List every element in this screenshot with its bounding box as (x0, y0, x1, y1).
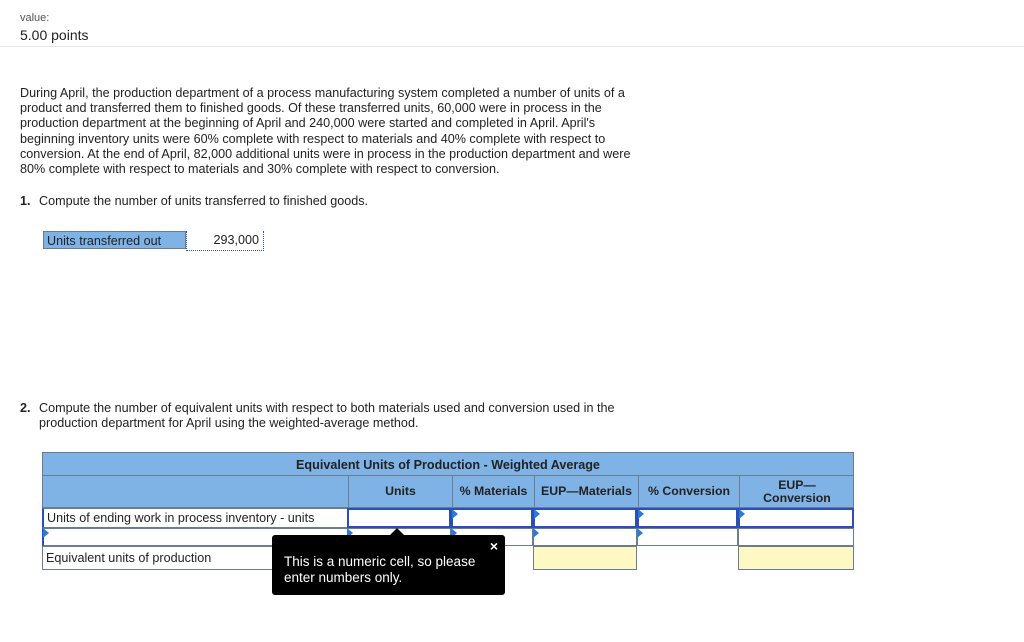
table-header-row (42, 476, 854, 508)
question-number: 2. (20, 401, 31, 415)
eup-materials-total-input[interactable] (533, 546, 637, 570)
pct-conversion-input[interactable] (637, 528, 738, 546)
col-header-eup-materials: EUP—Materials (534, 476, 638, 507)
row-label-equivalent-units: Equivalent units of production (42, 546, 348, 570)
points-value: 5.00 points (20, 27, 89, 43)
table-row (42, 508, 854, 528)
row-label-ending-wip: Units of ending work in process inventory - units (42, 508, 348, 528)
eup-conversion-input[interactable] (738, 528, 854, 546)
table-title: Equivalent Units of Production - Weighted Average (42, 452, 854, 476)
eup-conversion-input[interactable] (738, 508, 854, 528)
tooltip-caret (390, 528, 404, 535)
question-text: Compute the number of equivalent units with respect to both materials used and conversion used in the production department for April using the weighted-average method. (39, 401, 615, 431)
eup-materials-input[interactable] (533, 528, 637, 546)
question-1 (20, 194, 640, 210)
col-header-eup-conversion: EUP— Conversion (739, 476, 854, 507)
pct-conversion-input[interactable] (637, 508, 738, 528)
question-2 (20, 401, 640, 433)
cell-flag-icon (637, 528, 643, 538)
numeric-cell-tooltip (272, 535, 505, 595)
units-input[interactable] (347, 508, 451, 528)
pct-materials-input[interactable] (451, 508, 533, 528)
cell-flag-icon (533, 528, 539, 538)
eup-materials-input[interactable] (533, 508, 637, 528)
units-transferred-input[interactable]: 293,000 (186, 231, 264, 251)
tooltip-text: This is a numeric cell, so please enter numbers only. (284, 554, 476, 585)
cell-flag-icon (739, 509, 745, 519)
problem-statement: During April, the production department of a process manufacturing system completed a number of units of a product and transferred them to finished goods. Of these transferred units, 60,000 were in process in the production department at the beginning of April and 240,000 were started and completed in April. April's beginning inventory units were 60% complete with respect to materials and 40% complete with respect to conversion. At the end of April, 82,000 additional units were in process in the production department and were 80% complete with respect to materials and 30% complete with respect to conversion. (20, 86, 631, 177)
col-header-units: Units (348, 476, 452, 507)
cell-flag-icon (638, 509, 644, 519)
value-label: value: (20, 12, 50, 24)
question-text: Compute the number of units transferred to finished goods. (39, 194, 369, 208)
pct-conversion-total-cell (637, 546, 738, 570)
col-header-pct-conversion: % Conversion (638, 476, 739, 507)
score-header (0, 0, 1024, 47)
cell-flag-icon (452, 509, 458, 519)
eup-conversion-total-input[interactable] (738, 546, 854, 570)
question-number: 1. (20, 194, 31, 208)
col-header-pct-materials: % Materials (452, 476, 534, 507)
units-transferred-label: Units transferred out (43, 231, 186, 249)
units-transferred-row (43, 231, 264, 251)
close-icon[interactable]: × (489, 538, 498, 554)
cell-flag-icon (534, 509, 540, 519)
cell-flag-icon (43, 528, 49, 538)
